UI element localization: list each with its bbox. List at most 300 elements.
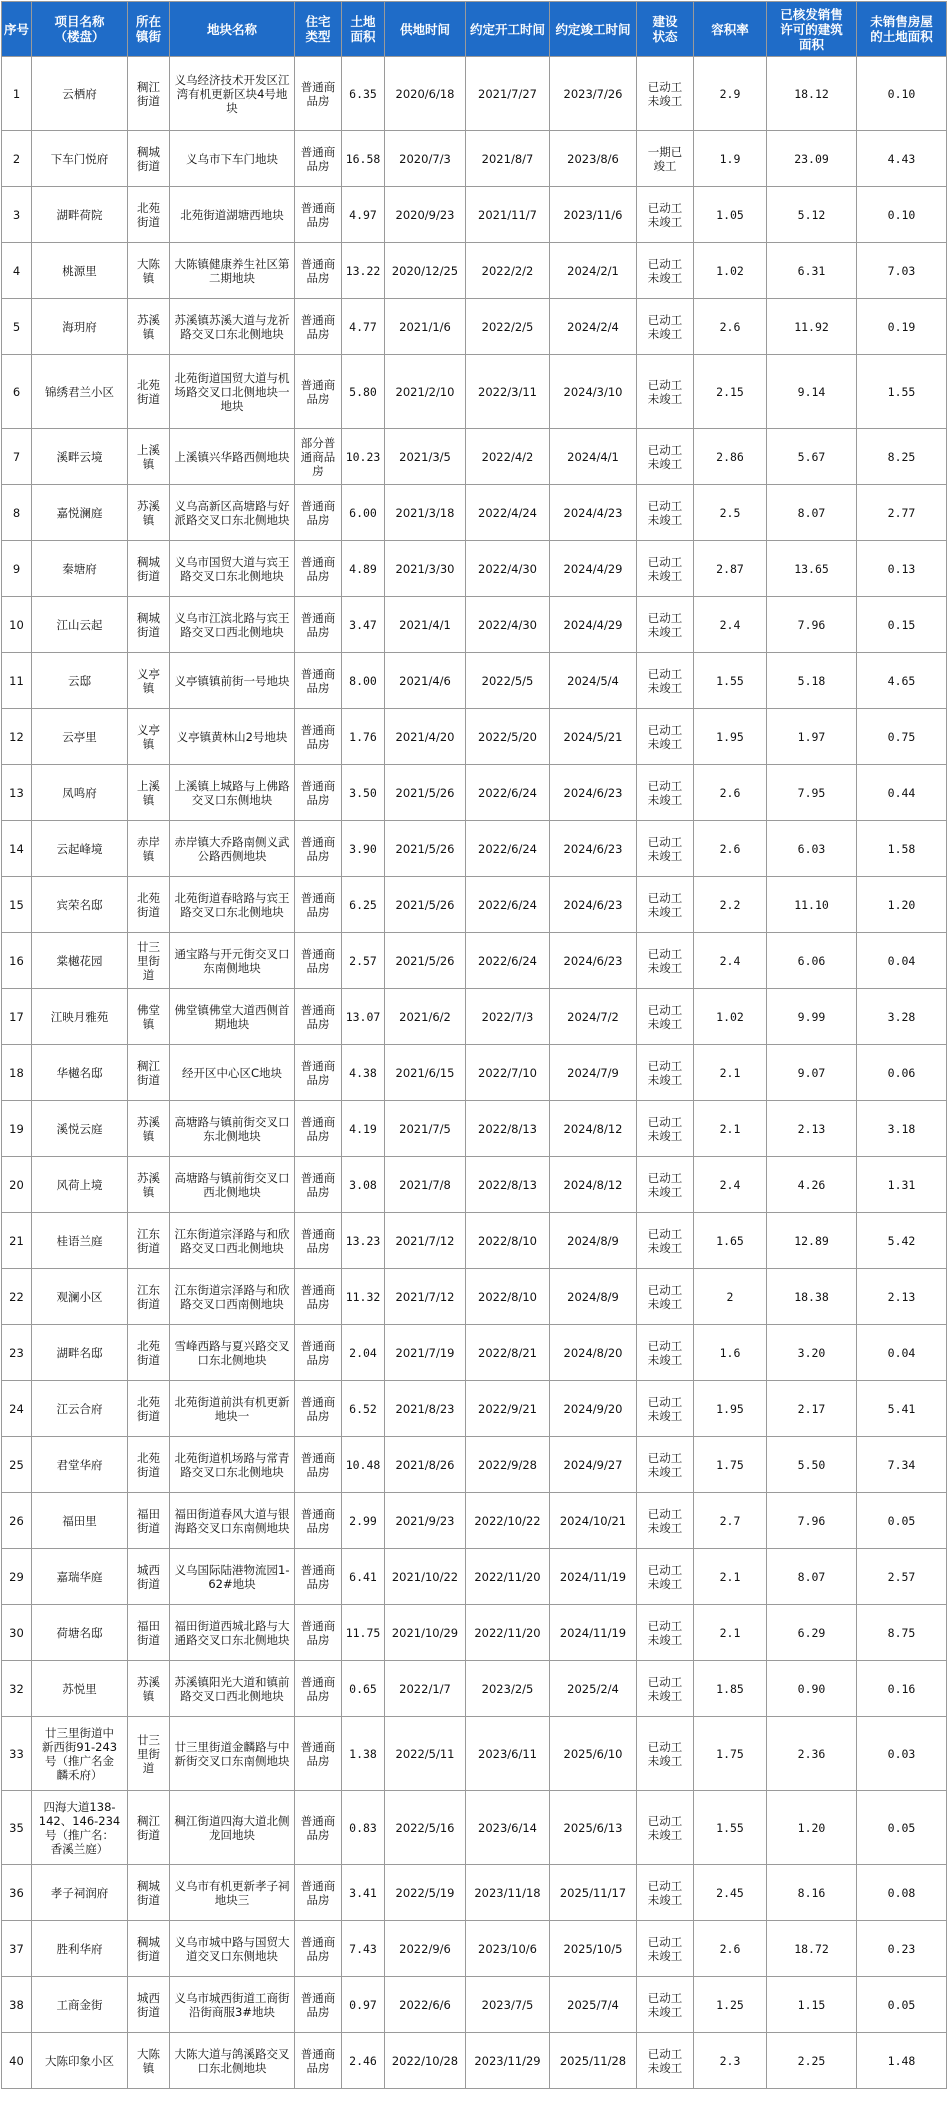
- cell-block-name: 福田街道春风大道与银 海路交叉口东南侧地块: [170, 1493, 295, 1549]
- cell-completion-date: 2024/4/1: [550, 429, 637, 485]
- cell-project-name: 棠樾花园: [32, 933, 128, 989]
- cell-status: 已动工 未竣工: [637, 1493, 694, 1549]
- cell-town: 苏溪 镇: [128, 1101, 170, 1157]
- table-row: [2, 709, 947, 765]
- cell-block-name: 北苑街道国贸大道与机 场路交叉口北侧地块一 地块: [170, 355, 295, 429]
- col-header-licensed-area: 已核发销售 许可的建筑 面积: [767, 2, 857, 57]
- cell-town: 北苑 街道: [128, 1325, 170, 1381]
- cell-block-name: 大陈大道与鸽溪路交叉 口东北侧地块: [170, 2033, 295, 2089]
- cell-supply-date: 2022/9/6: [385, 1921, 466, 1977]
- cell-completion-date: 2024/9/27: [550, 1437, 637, 1493]
- cell-status: 已动工 未竣工: [637, 57, 694, 131]
- cell-block-name: 北苑街道前洪有机更新 地块一: [170, 1381, 295, 1437]
- cell-land-area: 2.04: [342, 1325, 385, 1381]
- cell-start-date: 2022/5/5: [466, 653, 550, 709]
- cell-completion-date: 2024/5/21: [550, 709, 637, 765]
- cell-land-area: 4.38: [342, 1045, 385, 1101]
- cell-housing-type: 普通商 品房: [295, 1865, 342, 1921]
- cell-start-date: 2022/5/20: [466, 709, 550, 765]
- cell-housing-type: 普通商 品房: [295, 541, 342, 597]
- cell-status: 已动工 未竣工: [637, 1045, 694, 1101]
- cell-status: 已动工 未竣工: [637, 299, 694, 355]
- cell-town: 江东 街道: [128, 1269, 170, 1325]
- cell-project-name: 华樾名邸: [32, 1045, 128, 1101]
- cell-supply-date: 2021/3/5: [385, 429, 466, 485]
- cell-index: 7: [2, 429, 32, 485]
- cell-licensed-area: 8.16: [767, 1865, 857, 1921]
- cell-land-area: 7.43: [342, 1921, 385, 1977]
- table-row: [2, 1977, 947, 2033]
- table-row: [2, 2033, 947, 2089]
- cell-licensed-area: 6.31: [767, 243, 857, 299]
- cell-completion-date: 2024/4/29: [550, 541, 637, 597]
- cell-supply-date: 2020/7/3: [385, 131, 466, 187]
- cell-plot-ratio: 2.2: [694, 877, 767, 933]
- cell-index: 38: [2, 1977, 32, 2033]
- cell-status: 已动工 未竣工: [637, 1269, 694, 1325]
- cell-start-date: 2022/8/21: [466, 1325, 550, 1381]
- cell-completion-date: 2024/8/20: [550, 1325, 637, 1381]
- cell-index: 2: [2, 131, 32, 187]
- cell-start-date: 2022/7/10: [466, 1045, 550, 1101]
- table-row: [2, 1921, 947, 1977]
- cell-land-area: 1.76: [342, 709, 385, 765]
- cell-index: 29: [2, 1549, 32, 1605]
- cell-start-date: 2023/2/5: [466, 1661, 550, 1717]
- cell-unsold-land-area: 1.20: [857, 877, 947, 933]
- cell-plot-ratio: 1.85: [694, 1661, 767, 1717]
- cell-completion-date: 2024/7/2: [550, 989, 637, 1045]
- table-row: [2, 429, 947, 485]
- cell-town: 福田 街道: [128, 1493, 170, 1549]
- cell-housing-type: 普通商 品房: [295, 1101, 342, 1157]
- cell-housing-type: 普通商 品房: [295, 131, 342, 187]
- cell-licensed-area: 6.03: [767, 821, 857, 877]
- cell-start-date: 2022/6/24: [466, 933, 550, 989]
- table-body: [2, 57, 947, 2089]
- cell-town: 江东 街道: [128, 1213, 170, 1269]
- table-row: [2, 1791, 947, 1865]
- cell-completion-date: 2024/8/9: [550, 1213, 637, 1269]
- cell-plot-ratio: 1.05: [694, 187, 767, 243]
- cell-land-area: 11.75: [342, 1605, 385, 1661]
- cell-start-date: 2022/4/24: [466, 485, 550, 541]
- cell-block-name: 高塘路与镇前街交叉口 东北侧地块: [170, 1101, 295, 1157]
- cell-completion-date: 2025/6/13: [550, 1791, 637, 1865]
- cell-supply-date: 2021/9/23: [385, 1493, 466, 1549]
- cell-block-name: 义亭镇镇前街一号地块: [170, 653, 295, 709]
- cell-licensed-area: 7.96: [767, 597, 857, 653]
- cell-land-area: 2.57: [342, 933, 385, 989]
- cell-land-area: 8.00: [342, 653, 385, 709]
- cell-supply-date: 2022/5/19: [385, 1865, 466, 1921]
- cell-project-name: 溪悦云庭: [32, 1101, 128, 1157]
- cell-status: 已动工 未竣工: [637, 1157, 694, 1213]
- cell-index: 23: [2, 1325, 32, 1381]
- cell-supply-date: 2021/5/26: [385, 821, 466, 877]
- cell-completion-date: 2024/8/12: [550, 1157, 637, 1213]
- cell-unsold-land-area: 0.06: [857, 1045, 947, 1101]
- cell-completion-date: 2024/4/23: [550, 485, 637, 541]
- cell-licensed-area: 5.67: [767, 429, 857, 485]
- cell-plot-ratio: 2.4: [694, 597, 767, 653]
- cell-block-name: 通宝路与开元街交叉口 东南侧地块: [170, 933, 295, 989]
- cell-block-name: 义乌高新区高塘路与好 派路交叉口东北侧地块: [170, 485, 295, 541]
- cell-unsold-land-area: 0.15: [857, 597, 947, 653]
- table-row: [2, 1157, 947, 1213]
- cell-completion-date: 2024/3/10: [550, 355, 637, 429]
- cell-town: 义亭 镇: [128, 709, 170, 765]
- table-row: [2, 597, 947, 653]
- cell-status: 已动工 未竣工: [637, 989, 694, 1045]
- table-row: [2, 1045, 947, 1101]
- cell-housing-type: 普通商 品房: [295, 1549, 342, 1605]
- cell-block-name: 赤岸镇大乔路南侧义武 公路西侧地块: [170, 821, 295, 877]
- cell-index: 24: [2, 1381, 32, 1437]
- cell-completion-date: 2024/9/20: [550, 1381, 637, 1437]
- table-row: [2, 57, 947, 131]
- cell-supply-date: 2021/4/1: [385, 597, 466, 653]
- cell-start-date: 2022/4/2: [466, 429, 550, 485]
- cell-housing-type: 普通商 品房: [295, 485, 342, 541]
- cell-land-area: 6.00: [342, 485, 385, 541]
- cell-index: 40: [2, 2033, 32, 2089]
- cell-licensed-area: 2.17: [767, 1381, 857, 1437]
- cell-status: 已动工 未竣工: [637, 355, 694, 429]
- cell-town: 北苑 街道: [128, 187, 170, 243]
- cell-land-area: 3.41: [342, 1865, 385, 1921]
- cell-supply-date: 2021/6/15: [385, 1045, 466, 1101]
- cell-unsold-land-area: 4.43: [857, 131, 947, 187]
- cell-block-name: 经开区中心区C地块: [170, 1045, 295, 1101]
- cell-land-area: 0.83: [342, 1791, 385, 1865]
- cell-housing-type: 普通商 品房: [295, 1791, 342, 1865]
- cell-licensed-area: 12.89: [767, 1213, 857, 1269]
- cell-block-name: 义乌市国贸大道与宾王 路交叉口东北侧地块: [170, 541, 295, 597]
- cell-plot-ratio: 2.6: [694, 821, 767, 877]
- cell-land-area: 3.90: [342, 821, 385, 877]
- cell-start-date: 2021/7/27: [466, 57, 550, 131]
- cell-index: 19: [2, 1101, 32, 1157]
- cell-unsold-land-area: 7.34: [857, 1437, 947, 1493]
- cell-town: 稠江 街道: [128, 1791, 170, 1865]
- cell-start-date: 2021/8/7: [466, 131, 550, 187]
- cell-unsold-land-area: 1.55: [857, 355, 947, 429]
- cell-status: 已动工 未竣工: [637, 1921, 694, 1977]
- table-row: [2, 933, 947, 989]
- cell-supply-date: 2021/2/10: [385, 355, 466, 429]
- cell-unsold-land-area: 0.08: [857, 1865, 947, 1921]
- cell-licensed-area: 11.10: [767, 877, 857, 933]
- table-row: [2, 299, 947, 355]
- cell-licensed-area: 1.20: [767, 1791, 857, 1865]
- table-row: [2, 1717, 947, 1791]
- table-row: [2, 1605, 947, 1661]
- cell-start-date: 2021/11/7: [466, 187, 550, 243]
- cell-plot-ratio: 1.55: [694, 653, 767, 709]
- cell-block-name: 义乌市有机更新孝子祠 地块三: [170, 1865, 295, 1921]
- cell-unsold-land-area: 5.41: [857, 1381, 947, 1437]
- cell-unsold-land-area: 0.05: [857, 1493, 947, 1549]
- cell-index: 22: [2, 1269, 32, 1325]
- cell-index: 13: [2, 765, 32, 821]
- cell-project-name: 江山云起: [32, 597, 128, 653]
- cell-supply-date: 2021/7/19: [385, 1325, 466, 1381]
- cell-block-name: 苏溪镇阳光大道和镇前 路交叉口西北侧地块: [170, 1661, 295, 1717]
- cell-land-area: 3.08: [342, 1157, 385, 1213]
- cell-unsold-land-area: 0.03: [857, 1717, 947, 1791]
- cell-block-name: 义亭镇黄林山2号地块: [170, 709, 295, 765]
- cell-start-date: 2022/6/24: [466, 877, 550, 933]
- col-header-project-name: 项目名称 （楼盘）: [32, 2, 128, 57]
- cell-block-name: 稠江街道四海大道北侧 龙回地块: [170, 1791, 295, 1865]
- cell-unsold-land-area: 0.04: [857, 933, 947, 989]
- cell-licensed-area: 9.99: [767, 989, 857, 1045]
- table-row: [2, 877, 947, 933]
- cell-project-name: 海玥府: [32, 299, 128, 355]
- cell-index: 14: [2, 821, 32, 877]
- cell-plot-ratio: 1.65: [694, 1213, 767, 1269]
- cell-project-name: 工商金街: [32, 1977, 128, 2033]
- cell-housing-type: 普通商 品房: [295, 765, 342, 821]
- cell-status: 已动工 未竣工: [637, 429, 694, 485]
- cell-completion-date: 2023/11/6: [550, 187, 637, 243]
- cell-licensed-area: 9.07: [767, 1045, 857, 1101]
- cell-unsold-land-area: 1.48: [857, 2033, 947, 2089]
- cell-unsold-land-area: 3.18: [857, 1101, 947, 1157]
- cell-start-date: 2022/9/21: [466, 1381, 550, 1437]
- cell-licensed-area: 1.97: [767, 709, 857, 765]
- cell-plot-ratio: 1.9: [694, 131, 767, 187]
- cell-plot-ratio: 2.45: [694, 1865, 767, 1921]
- col-header-index: 序号: [2, 2, 32, 57]
- cell-index: 4: [2, 243, 32, 299]
- table-row: [2, 765, 947, 821]
- cell-unsold-land-area: 7.03: [857, 243, 947, 299]
- cell-licensed-area: 23.09: [767, 131, 857, 187]
- cell-status: 已动工 未竣工: [637, 1717, 694, 1791]
- cell-project-name: 胜利华府: [32, 1921, 128, 1977]
- cell-housing-type: 普通商 品房: [295, 243, 342, 299]
- cell-index: 35: [2, 1791, 32, 1865]
- table-row: [2, 541, 947, 597]
- cell-plot-ratio: 1.75: [694, 1717, 767, 1791]
- cell-index: 6: [2, 355, 32, 429]
- cell-project-name: 秦塘府: [32, 541, 128, 597]
- cell-project-name: 风荷上境: [32, 1157, 128, 1213]
- cell-land-area: 13.07: [342, 989, 385, 1045]
- cell-project-name: 云栖府: [32, 57, 128, 131]
- cell-completion-date: 2025/11/28: [550, 2033, 637, 2089]
- cell-project-name: 孝子祠润府: [32, 1865, 128, 1921]
- cell-status: 已动工 未竣工: [637, 1549, 694, 1605]
- cell-start-date: 2023/11/18: [466, 1865, 550, 1921]
- cell-licensed-area: 18.12: [767, 57, 857, 131]
- cell-completion-date: 2023/8/6: [550, 131, 637, 187]
- cell-plot-ratio: 1.55: [694, 1791, 767, 1865]
- cell-plot-ratio: 2.1: [694, 1605, 767, 1661]
- cell-unsold-land-area: 8.25: [857, 429, 947, 485]
- cell-supply-date: 2021/6/2: [385, 989, 466, 1045]
- cell-status: 已动工 未竣工: [637, 597, 694, 653]
- cell-completion-date: 2024/11/19: [550, 1549, 637, 1605]
- cell-completion-date: 2024/4/29: [550, 597, 637, 653]
- table-row: [2, 243, 947, 299]
- col-header-block-name: 地块名称: [170, 2, 295, 57]
- cell-land-area: 4.97: [342, 187, 385, 243]
- cell-supply-date: 2021/4/20: [385, 709, 466, 765]
- cell-land-area: 4.19: [342, 1101, 385, 1157]
- cell-status: 已动工 未竣工: [637, 1605, 694, 1661]
- cell-town: 稠城 街道: [128, 1921, 170, 1977]
- cell-unsold-land-area: 0.16: [857, 1661, 947, 1717]
- table-row: [2, 989, 947, 1045]
- cell-supply-date: 2022/5/16: [385, 1791, 466, 1865]
- cell-supply-date: 2020/9/23: [385, 187, 466, 243]
- cell-start-date: 2022/11/20: [466, 1549, 550, 1605]
- cell-block-name: 廿三里街道金麟路与中 新街交叉口东南侧地块: [170, 1717, 295, 1791]
- table-row: [2, 1865, 947, 1921]
- cell-land-area: 1.38: [342, 1717, 385, 1791]
- cell-index: 3: [2, 187, 32, 243]
- cell-land-area: 13.22: [342, 243, 385, 299]
- cell-housing-type: 普通商 品房: [295, 355, 342, 429]
- cell-licensed-area: 2.25: [767, 2033, 857, 2089]
- cell-land-area: 11.32: [342, 1269, 385, 1325]
- cell-plot-ratio: 2.86: [694, 429, 767, 485]
- cell-completion-date: 2024/8/12: [550, 1101, 637, 1157]
- cell-licensed-area: 2.13: [767, 1101, 857, 1157]
- cell-project-name: 桃源里: [32, 243, 128, 299]
- cell-supply-date: 2021/4/6: [385, 653, 466, 709]
- cell-plot-ratio: 2.6: [694, 765, 767, 821]
- cell-block-name: 大陈镇健康养生社区第 二期地块: [170, 243, 295, 299]
- cell-plot-ratio: 2.7: [694, 1493, 767, 1549]
- cell-status: 已动工 未竣工: [637, 243, 694, 299]
- cell-block-name: 苏溪镇苏溪大道与龙祈 路交叉口东北侧地块: [170, 299, 295, 355]
- cell-project-name: 嘉悦澜庭: [32, 485, 128, 541]
- cell-status: 已动工 未竣工: [637, 541, 694, 597]
- cell-housing-type: 普通商 品房: [295, 1045, 342, 1101]
- col-header-unsold-land-area: 未销售房屋 的土地面积: [857, 2, 947, 57]
- cell-licensed-area: 9.14: [767, 355, 857, 429]
- cell-supply-date: 2022/10/28: [385, 2033, 466, 2089]
- cell-town: 稠江 街道: [128, 1045, 170, 1101]
- cell-land-area: 3.50: [342, 765, 385, 821]
- cell-plot-ratio: 1.6: [694, 1325, 767, 1381]
- cell-project-name: 云邸: [32, 653, 128, 709]
- col-header-housing-type: 住宅 类型: [295, 2, 342, 57]
- cell-licensed-area: 3.20: [767, 1325, 857, 1381]
- cell-completion-date: 2024/6/23: [550, 821, 637, 877]
- cell-block-name: 北苑街道机场路与常青 路交叉口东北侧地块: [170, 1437, 295, 1493]
- cell-town: 廿三 里街 道: [128, 1717, 170, 1791]
- cell-licensed-area: 5.12: [767, 187, 857, 243]
- cell-land-area: 13.23: [342, 1213, 385, 1269]
- cell-index: 9: [2, 541, 32, 597]
- cell-supply-date: 2021/7/5: [385, 1101, 466, 1157]
- cell-start-date: 2022/4/30: [466, 597, 550, 653]
- cell-block-name: 北苑街道湖塘西地块: [170, 187, 295, 243]
- cell-project-name: 湖畔荷院: [32, 187, 128, 243]
- cell-housing-type: 普通商 品房: [295, 1325, 342, 1381]
- cell-project-name: 云起峰境: [32, 821, 128, 877]
- cell-supply-date: 2021/5/26: [385, 933, 466, 989]
- cell-housing-type: 普通商 品房: [295, 2033, 342, 2089]
- cell-licensed-area: 6.29: [767, 1605, 857, 1661]
- cell-land-area: 10.23: [342, 429, 385, 485]
- cell-housing-type: 普通商 品房: [295, 1269, 342, 1325]
- cell-start-date: 2022/8/10: [466, 1269, 550, 1325]
- cell-status: 已动工 未竣工: [637, 187, 694, 243]
- cell-housing-type: 普通商 品房: [295, 1157, 342, 1213]
- cell-land-area: 16.58: [342, 131, 385, 187]
- cell-project-name: 廿三里街道中 新西街91-243 号（推广名金 麟禾府）: [32, 1717, 128, 1791]
- cell-project-name: 苏悦里: [32, 1661, 128, 1717]
- cell-plot-ratio: 1.25: [694, 1977, 767, 2033]
- table-row: [2, 1549, 947, 1605]
- cell-start-date: 2022/2/5: [466, 299, 550, 355]
- cell-block-name: 北苑街道春晗路与宾王 路交叉口东北侧地块: [170, 877, 295, 933]
- cell-town: 上溪 镇: [128, 765, 170, 821]
- cell-land-area: 6.35: [342, 57, 385, 131]
- col-header-town: 所在 镇街: [128, 2, 170, 57]
- cell-project-name: 锦绣君兰小区: [32, 355, 128, 429]
- cell-licensed-area: 2.36: [767, 1717, 857, 1791]
- cell-town: 北苑 街道: [128, 1381, 170, 1437]
- cell-housing-type: 普通商 品房: [295, 989, 342, 1045]
- cell-status: 已动工 未竣工: [637, 1865, 694, 1921]
- cell-housing-type: 普通商 品房: [295, 1977, 342, 2033]
- cell-start-date: 2022/8/13: [466, 1157, 550, 1213]
- cell-project-name: 江云合府: [32, 1381, 128, 1437]
- cell-town: 北苑 街道: [128, 1437, 170, 1493]
- cell-housing-type: 普通商 品房: [295, 1717, 342, 1791]
- cell-plot-ratio: 1.75: [694, 1437, 767, 1493]
- cell-unsold-land-area: 0.04: [857, 1325, 947, 1381]
- cell-block-name: 上溪镇上城路与上佛路 交叉口东侧地块: [170, 765, 295, 821]
- cell-housing-type: 普通商 品房: [295, 1661, 342, 1717]
- cell-licensed-area: 6.06: [767, 933, 857, 989]
- cell-index: 11: [2, 653, 32, 709]
- cell-licensed-area: 11.92: [767, 299, 857, 355]
- cell-status: 已动工 未竣工: [637, 1437, 694, 1493]
- table-row: [2, 1381, 947, 1437]
- cell-land-area: 2.99: [342, 1493, 385, 1549]
- cell-licensed-area: 7.95: [767, 765, 857, 821]
- cell-project-name: 云亭里: [32, 709, 128, 765]
- table-row: [2, 131, 947, 187]
- cell-index: 33: [2, 1717, 32, 1791]
- cell-town: 大陈 镇: [128, 243, 170, 299]
- cell-town: 佛堂 镇: [128, 989, 170, 1045]
- cell-town: 北苑 街道: [128, 877, 170, 933]
- cell-plot-ratio: 2.4: [694, 1157, 767, 1213]
- cell-start-date: 2022/4/30: [466, 541, 550, 597]
- cell-plot-ratio: 2.1: [694, 1549, 767, 1605]
- cell-unsold-land-area: 5.42: [857, 1213, 947, 1269]
- cell-town: 稠江 街道: [128, 57, 170, 131]
- cell-housing-type: 普通商 品房: [295, 1213, 342, 1269]
- cell-block-name: 上溪镇兴华路西侧地块: [170, 429, 295, 485]
- cell-start-date: 2022/7/3: [466, 989, 550, 1045]
- cell-land-area: 4.77: [342, 299, 385, 355]
- cell-supply-date: 2022/5/11: [385, 1717, 466, 1791]
- cell-status: 已动工 未竣工: [637, 1661, 694, 1717]
- cell-supply-date: 2020/6/18: [385, 57, 466, 131]
- cell-completion-date: 2024/8/9: [550, 1269, 637, 1325]
- cell-supply-date: 2021/8/23: [385, 1381, 466, 1437]
